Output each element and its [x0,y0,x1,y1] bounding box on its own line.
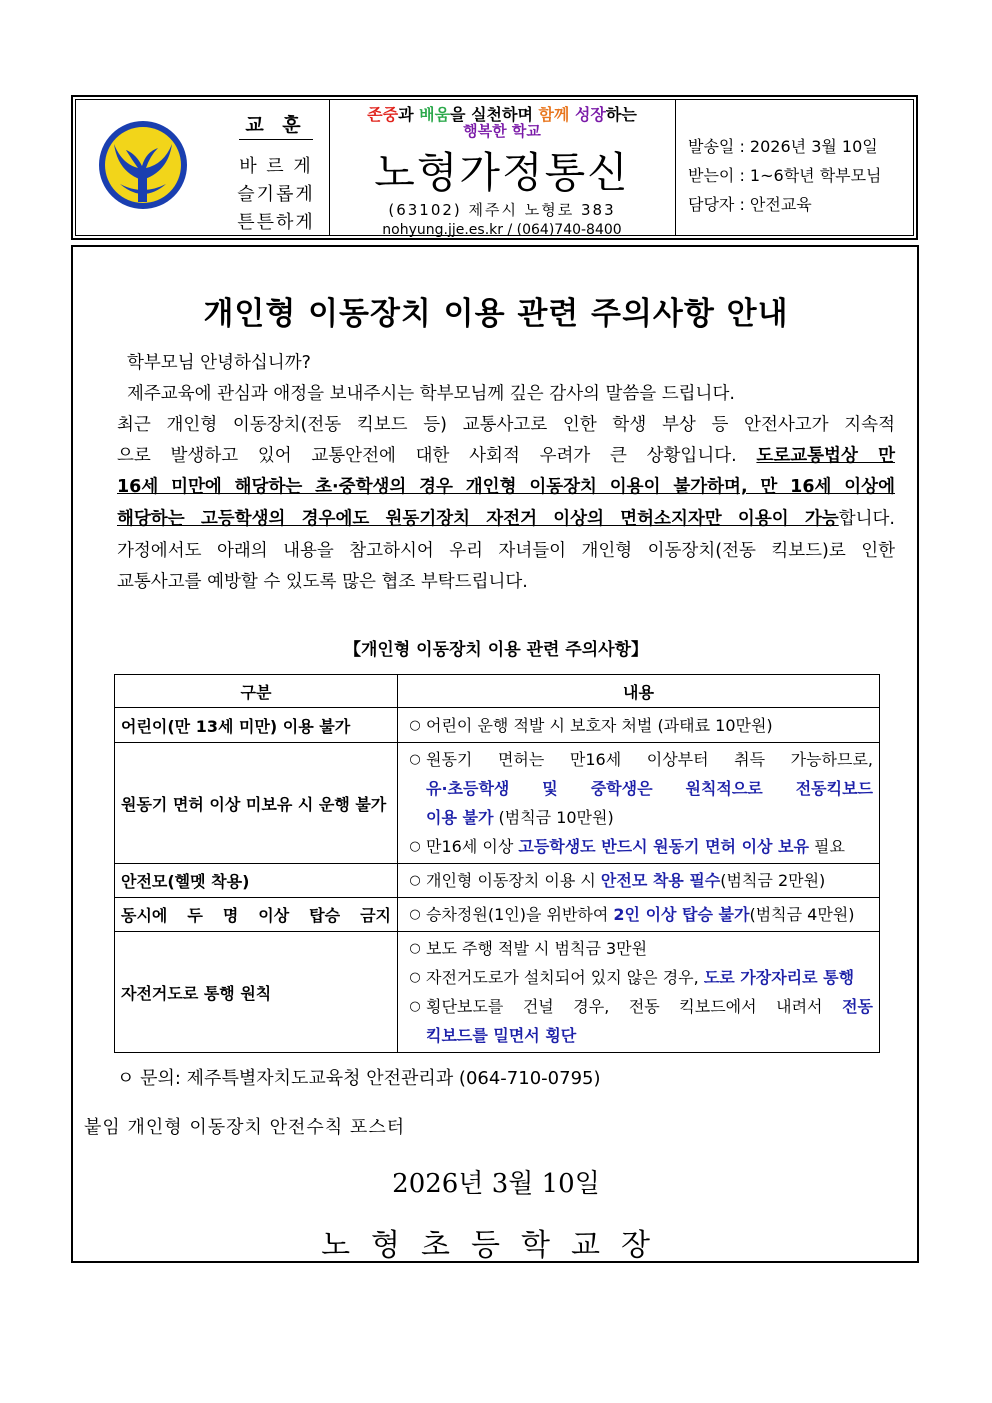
slogan-word: 함께 [538,105,570,124]
emphasis-text: 2인 이상 탑승 불가 [613,905,750,924]
newsletter-header [71,95,918,240]
slogan-word: 성장 [574,105,606,124]
inquiry-line: ㅇ 문의: 제주특별자치도교육청 안전관리과 (064-710-0795) [117,1068,601,1089]
greeting: 학부모님 안녕하십니까? [127,353,311,373]
emphasis-text: 전동 [842,997,873,1016]
slogan-word: 하는 [605,105,637,124]
bullet-icon: ○ [409,907,421,922]
indent-spacer [404,803,426,832]
school-logo-icon [98,120,188,210]
item-text: 필요 [808,837,845,856]
table-row [115,864,880,898]
item-text: 개인형 이동장치 이용 시 [426,871,601,890]
list-item [404,900,873,929]
list-item [404,934,873,963]
table-row [115,898,880,932]
list-item [404,711,873,740]
manager: 담당자 : 안전교육 [688,195,812,214]
item-text: 자전거도로가 설치되어 있지 않은 경우, [426,968,704,987]
list-item [404,963,873,992]
motto-line: 튼튼하게 [237,212,315,233]
category-cell: 안전모(헬멧 착용) [115,864,398,898]
content-cell [398,708,880,743]
emphasis-line: 16세 미만에 해당하는 초·중학생의 경우 개인형 이동장치 이용이 불가하며, 만 16세 이상에 [117,477,895,497]
item-text: 보도 주행 적발 시 범칙금 3만원 [426,939,648,958]
motto-title: 교 훈 [245,114,307,136]
category-cell: 어린이(만 13세 미만) 이용 불가 [115,708,398,743]
category-cell: 동시에 두 명 이상 탑승 금지 [115,898,398,932]
list-item-continuation [404,1021,873,1050]
bullet-icon: ○ [409,839,421,854]
body-line: 최근 개인형 이동장치(전동 킥보드 등) 교통사고로 인한 학생 부상 등 안전사고가 지속적 [117,415,895,435]
motto-underline [239,139,313,140]
list-item-continuation [404,803,873,832]
emphasis-text: 안전모 착용 필수 [600,871,721,890]
item-text: (범칙금 4만원) [749,905,855,924]
list-item [404,992,873,1021]
content-cell [398,898,880,932]
item-text: (범칙금 10만원) [493,808,614,827]
item-text: 어린이 운행 적발 시 보호자 처벌 (과태료 10만원) [426,715,773,735]
issue-date: 2026년 3월 10일 [392,1169,600,1199]
thanks-paragraph: 제주교육에 관심과 애정을 보내주시는 학부모님께 깊은 감사의 말씀을 드립니다. [127,384,735,404]
bullet-icon: ○ [409,873,421,888]
header-divider [329,100,330,235]
body-line [117,441,895,473]
attachment-line: 붙임 개인형 이동장치 안전수칙 포스터 [84,1117,406,1138]
header-divider [675,100,676,235]
emphasis-text: 해당하는 고등학생의 경우에도 원동기장치 자전거 이상의 면허소지자만 이용이 가능 [117,509,839,529]
emphasis-text: 고등학생도 반드시 원동기 면허 이상 보유 [518,837,809,856]
item-text: 만16세 이상 [426,837,519,856]
body-text: 으로 발생하고 있어 교통안전에 대한 사회적 우려가 큰 상황입니다. [117,446,757,466]
emphasis-text: 이용 불가 [426,808,494,827]
bullet-icon: ○ [409,999,421,1014]
emphasis-text: 킥보드를 밀면서 횡단 [426,1026,577,1045]
table-row [115,708,880,743]
slogan-word: 존중 [367,105,399,124]
table-row [115,743,880,864]
item-text: 원동기 면허는 만16세 이상부터 취득 가능하므로, [426,750,873,769]
indent-spacer [404,774,426,803]
list-item [404,745,873,774]
indent-spacer [404,1021,426,1050]
bullet-icon: ○ [409,941,421,956]
body-text: 합니다. [838,509,895,529]
content-cell [398,864,880,898]
table-title: 【개인형 이동장치 이용 관련 주의사항】 [343,640,648,660]
item-text: (범칙금 2만원) [720,871,826,890]
table-row [115,932,880,1053]
list-item [404,832,873,861]
column-header: 내용 [398,675,880,708]
emphasis-text: 도로 가장자리로 통행 [703,968,855,987]
list-item-continuation [404,774,873,803]
emphasis-text: 유·초등학생 및 중학생은 원칙적으로 전동킥보드 [426,779,873,798]
list-item [404,866,873,895]
slogan-word: 과 [398,105,420,124]
newsletter-title: 노형가정통신 [374,148,630,197]
column-header: 구분 [115,675,398,708]
body-line [117,504,895,536]
body-line: 교통사고를 예방할 수 있도록 많은 협조 부탁드립니다. [117,572,528,592]
emphasis-text: 도로교통법상 만 [756,446,895,466]
item-text: 횡단보도를 건널 경우, 전동 킥보드에서 내려서 [426,997,843,1016]
school-contact: nohyung.jje.es.kr / (064)740-8400 [382,222,622,238]
header-inner-frame [75,99,914,236]
slogan-word: 배움 [419,105,451,124]
slogan-word: 을 실천하며 [450,105,539,124]
document-title: 개인형 이동장치 이용 관련 주의사항 안내 [203,296,789,332]
content-cell [398,932,880,1053]
notice-table [114,674,880,1053]
motto-line: 바 르 게 [239,156,313,177]
bullet-icon: ○ [409,752,421,767]
category-cell: 원동기 면허 이상 미보유 시 운행 불가 [115,743,398,864]
category-cell: 자전거도로 통행 원칙 [115,932,398,1053]
school-address: (63102) 제주시 노형로 383 [388,201,616,219]
recipient: 받는이 : 1~6학년 학부모님 [688,166,882,185]
motto-line: 슬기롭게 [237,184,315,205]
bullet-icon: ○ [409,970,421,985]
bullet-icon: ○ [409,717,421,733]
body-line: 가정에서도 아래의 내용을 참고하시어 우리 자녀들이 개인형 이동장치(전동 킥보드)로 인한 [117,541,895,561]
table-header-row [115,675,880,708]
content-cell [398,743,880,864]
sent-date: 발송일 : 2026년 3월 10일 [688,137,878,156]
slogan-line2: 행복한 학교 [463,122,541,140]
principal-signature: 노형초등학교장 [321,1228,671,1263]
item-text: 승차정원(1인)을 위반하여 [426,905,614,924]
